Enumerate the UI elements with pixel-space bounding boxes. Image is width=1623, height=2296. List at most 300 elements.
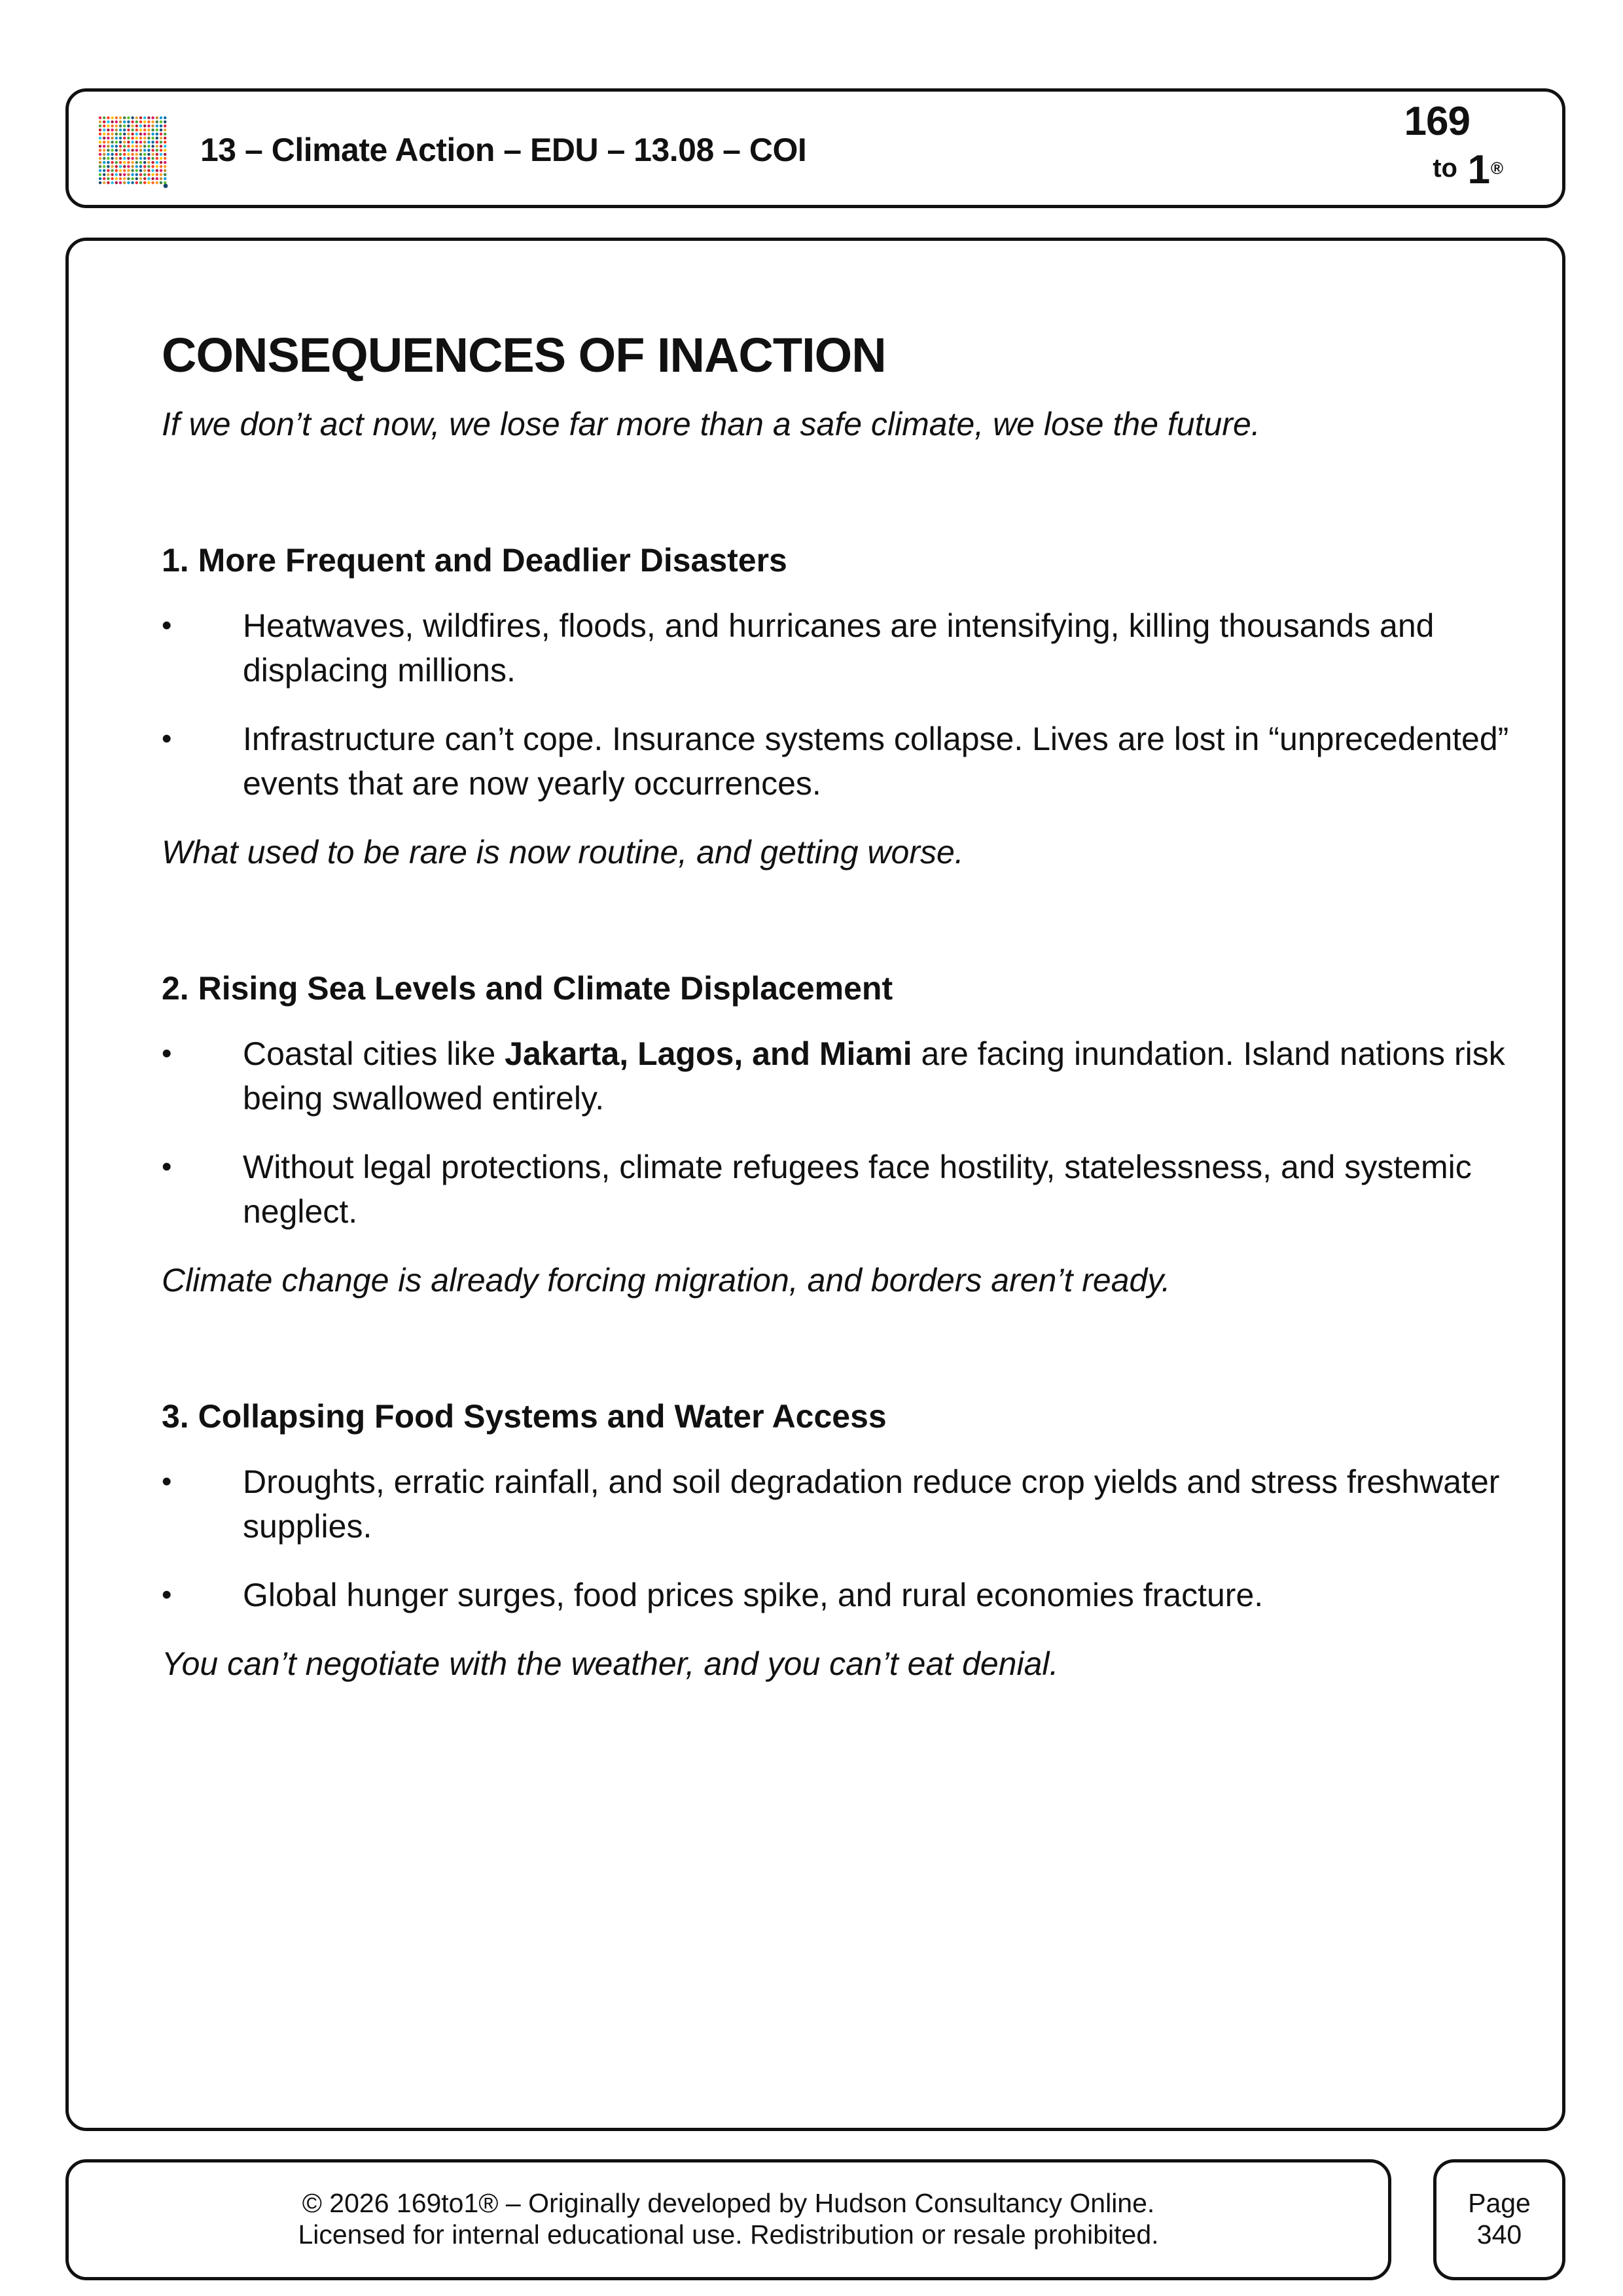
section-takeaway: You can’t negotiate with the weather, and you can’t eat denial. <box>162 1645 1059 1682</box>
logo-dot <box>164 124 166 127</box>
logo-dot <box>147 149 150 151</box>
logo-dot <box>103 124 105 127</box>
logo-dot <box>151 124 154 127</box>
logo-dot <box>115 128 118 131</box>
logo-dot <box>143 169 146 171</box>
logo-dot <box>111 117 113 119</box>
header-title: 13 – Climate Action – EDU – 13.08 – COI <box>200 132 807 168</box>
logo-dot <box>111 169 113 171</box>
logo-dot <box>139 133 142 135</box>
logo-dot <box>160 117 162 119</box>
logo-dot <box>99 177 101 180</box>
logo-dot <box>131 128 134 131</box>
logo-dot <box>135 124 138 127</box>
logo-dot <box>111 124 113 127</box>
logo-dot <box>156 133 158 135</box>
bullet-list <box>162 1031 1510 1234</box>
logo-dot <box>139 157 142 160</box>
logo-dot <box>111 181 113 184</box>
logo-dot <box>123 124 126 127</box>
logo-dot <box>135 128 138 131</box>
bullet-list <box>162 603 1510 806</box>
logo-dot <box>115 149 118 151</box>
logo-dot <box>123 120 126 123</box>
logo-dot <box>143 149 146 151</box>
logo-dot <box>99 124 101 127</box>
logo-dot <box>103 141 105 143</box>
logo-dot <box>160 153 162 156</box>
logo-dot <box>135 117 138 119</box>
logo-dot <box>123 145 126 147</box>
logo-dot <box>115 137 118 139</box>
logo-dot <box>115 169 118 171</box>
logo-dot <box>164 117 166 119</box>
logo-dot <box>147 133 150 135</box>
logo-dot <box>131 169 134 171</box>
logo-dot <box>160 145 162 147</box>
bullet-dot: • <box>162 609 172 641</box>
page-number: 340 <box>1476 2219 1522 2250</box>
logo-dot <box>143 157 146 160</box>
list-item <box>162 603 1510 692</box>
logo-dot <box>107 137 109 139</box>
logo-dot <box>107 181 109 184</box>
logo-dot <box>151 145 154 147</box>
logo-dot <box>99 173 101 176</box>
logo-dot <box>123 173 126 176</box>
content-area <box>162 326 1510 1686</box>
bullet-dot: • <box>162 1037 172 1069</box>
logo-dot <box>115 117 118 119</box>
logo-dot <box>127 169 130 171</box>
footer-copyright-box <box>65 2159 1391 2280</box>
logo-dot <box>99 181 101 184</box>
logo-dot <box>160 120 162 123</box>
logo-dot <box>135 177 138 180</box>
logo-dot <box>156 117 158 119</box>
logo-dot <box>123 137 126 139</box>
logo-dot <box>111 157 113 160</box>
logo-dot <box>111 137 113 139</box>
logo-dot <box>143 161 146 164</box>
logo-dot <box>107 161 109 164</box>
logo-dot <box>139 169 142 171</box>
list-item-text-post: are facing inundation. Island nations risk being swallowed entirely. <box>243 1035 1505 1117</box>
logo-dot <box>127 133 130 135</box>
logo-dot <box>160 157 162 160</box>
logo-dot <box>131 157 134 160</box>
logo-dot <box>147 181 150 184</box>
logo-dot <box>111 177 113 180</box>
section-heading: 2. Rising Sea Levels and Climate Displacement <box>162 970 893 1007</box>
header-bar <box>65 88 1565 208</box>
logo-dot <box>115 141 118 143</box>
logo-dot <box>151 157 154 160</box>
logo-dot <box>115 145 118 147</box>
logo-dot <box>123 149 126 151</box>
logo-dot <box>160 177 162 180</box>
logo-dot <box>107 165 109 168</box>
logo-dot <box>143 128 146 131</box>
logo-dot <box>123 169 126 171</box>
logo-dot <box>143 120 146 123</box>
section-takeaway: Climate change is already forcing migration, and borders aren’t ready. <box>162 1262 1171 1299</box>
list-item-text: Global hunger surges, food prices spike, and rural economies fracture. <box>243 1577 1264 1613</box>
logo-dot <box>131 177 134 180</box>
logo-dot <box>119 145 122 147</box>
logo-dot <box>131 133 134 135</box>
logo-dot <box>160 181 162 184</box>
logo-dot <box>151 133 154 135</box>
logo-dot <box>99 141 101 143</box>
logo-dot <box>164 120 166 123</box>
logo-dot <box>143 124 146 127</box>
list-item <box>162 1145 1510 1234</box>
logo-dot <box>119 141 122 143</box>
footer-line-license: Licensed for internal educational use. Redistribution or resale prohibited. <box>298 2219 1159 2250</box>
list-item-text <box>243 1035 1505 1117</box>
logo-dot <box>139 120 142 123</box>
logo-dot <box>107 173 109 176</box>
logo-dot <box>147 165 150 168</box>
logo-dot <box>151 128 154 131</box>
logo-dot <box>131 165 134 168</box>
logo-dot <box>147 124 150 127</box>
logo-dot <box>123 128 126 131</box>
logo-dot <box>103 153 105 156</box>
logo-dot <box>151 141 154 143</box>
bullet-dot: • <box>162 1465 172 1498</box>
logo-dot <box>127 120 130 123</box>
logo-dot <box>156 169 158 171</box>
logo-dot <box>111 133 113 135</box>
logo-dot <box>160 133 162 135</box>
logo-dot <box>107 128 109 131</box>
logo-dot <box>115 177 118 180</box>
logo-dot <box>143 137 146 139</box>
logo-dot <box>164 145 166 147</box>
logo-dot <box>151 169 154 171</box>
logo-dot <box>103 161 105 164</box>
logo-dot <box>123 117 126 119</box>
logo-dot <box>135 169 138 171</box>
logo-dot <box>139 161 142 164</box>
logo-dot <box>107 141 109 143</box>
logo-dot <box>119 153 122 156</box>
logo-dot <box>164 165 166 168</box>
logo-dot <box>127 128 130 131</box>
logo-dot <box>107 157 109 160</box>
logo-dot <box>119 165 122 168</box>
logo-dot <box>127 141 130 143</box>
logo-dot <box>160 141 162 143</box>
logo-dot <box>147 117 150 119</box>
logo-dot <box>107 149 109 151</box>
logo-dot <box>160 124 162 127</box>
logo-dot <box>135 165 138 168</box>
logo-dot <box>143 177 146 180</box>
brand-registered-mark: ® <box>1490 158 1503 178</box>
logo-dot <box>123 157 126 160</box>
logo-dot <box>99 165 101 168</box>
logo-dot <box>115 133 118 135</box>
logo-dot <box>135 137 138 139</box>
logo-dot <box>123 165 126 168</box>
logo-dot <box>151 117 154 119</box>
logo-dot <box>127 165 130 168</box>
logo-dot <box>156 181 158 184</box>
logo-dot <box>107 169 109 171</box>
logo-dot <box>115 120 118 123</box>
logo-dot <box>139 181 142 184</box>
logo-dot <box>131 181 134 184</box>
logo-dot <box>103 128 105 131</box>
logo-dot <box>147 128 150 131</box>
logo-dot <box>115 153 118 156</box>
list-item <box>162 717 1510 806</box>
logo-dot <box>103 149 105 151</box>
list-item-text: Infrastructure can’t cope. Insurance systems collapse. Lives are lost in “unprecedented” events that are now yearly occurrences. <box>243 721 1509 802</box>
logo-dot <box>119 173 122 176</box>
logo-dot <box>131 161 134 164</box>
logo-dot <box>151 149 154 151</box>
logo-dot <box>131 173 134 176</box>
logo-dot <box>99 120 101 123</box>
logo-dot <box>156 149 158 151</box>
logo-dot <box>147 137 150 139</box>
bullet-dot: • <box>162 1579 172 1611</box>
logo-dot <box>164 169 166 171</box>
logo-dot <box>103 145 105 147</box>
logo-dot <box>156 128 158 131</box>
logo-dot <box>119 128 122 131</box>
logo-dot <box>123 153 126 156</box>
logo-dot <box>131 141 134 143</box>
logo-dot <box>151 165 154 168</box>
logo-dot <box>151 120 154 123</box>
logo-dot <box>135 173 138 176</box>
logo-dot <box>99 145 101 147</box>
logo-dot <box>147 145 150 147</box>
logo-dot <box>107 153 109 156</box>
logo-dot <box>111 165 113 168</box>
logo-dot <box>127 137 130 139</box>
logo-dot <box>139 149 142 151</box>
logo-dot <box>156 141 158 143</box>
logo-dot <box>115 165 118 168</box>
logo-dot <box>131 145 134 147</box>
logo-dot <box>115 124 118 127</box>
logo-dot <box>151 177 154 180</box>
logo-dot <box>156 161 158 164</box>
logo-dot <box>143 133 146 135</box>
logo-dot <box>111 149 113 151</box>
brand-number: 169 <box>1404 99 1470 144</box>
logo-dot <box>111 153 113 156</box>
logo-dot <box>156 177 158 180</box>
logo-dot <box>160 173 162 176</box>
logo-dot <box>164 184 168 188</box>
footer-text <box>69 2187 1388 2250</box>
logo-dot <box>131 149 134 151</box>
logo-dot <box>139 165 142 168</box>
logo-dot <box>139 117 142 119</box>
logo-dot <box>156 165 158 168</box>
logo-dot <box>143 165 146 168</box>
highlighted-cities: Jakarta, Lagos, and Miami <box>505 1035 912 1072</box>
list-item <box>162 1460 1510 1549</box>
logo-dot <box>111 173 113 176</box>
logo-dot <box>131 137 134 139</box>
logo-dot <box>156 145 158 147</box>
logo-dot <box>99 137 101 139</box>
logo-dot <box>123 181 126 184</box>
logo-dot <box>119 177 122 180</box>
logo-dot <box>156 137 158 139</box>
logo-dot <box>135 133 138 135</box>
logo-dot <box>139 153 142 156</box>
section-heading: 1. More Frequent and Deadlier Disasters <box>162 542 787 579</box>
logo-dot <box>111 145 113 147</box>
logo-dot <box>127 117 130 119</box>
logo-dot <box>115 173 118 176</box>
logo-dot <box>135 141 138 143</box>
logo-dot <box>99 117 101 119</box>
logo-dot <box>139 141 142 143</box>
logo-dot <box>107 120 109 123</box>
logo-dot <box>99 149 101 151</box>
logo-dot <box>99 153 101 156</box>
logo-dot <box>127 149 130 151</box>
logo-dot <box>127 181 130 184</box>
section-takeaway: What used to be rare is now routine, and getting worse. <box>162 834 964 870</box>
logo-dot <box>103 133 105 135</box>
logo-dot <box>151 153 154 156</box>
logo-dot <box>103 157 105 160</box>
sdg-dot-grid-logo <box>98 115 168 188</box>
logo-dot <box>123 141 126 143</box>
logo-dot <box>99 161 101 164</box>
bullet-dot: • <box>162 1151 172 1183</box>
logo-dot <box>127 124 130 127</box>
logo-dot <box>164 141 166 143</box>
logo-dot <box>127 161 130 164</box>
logo-dot <box>143 153 146 156</box>
logo-dot <box>164 173 166 176</box>
logo-dot <box>143 117 146 119</box>
logo-dot <box>111 120 113 123</box>
logo-dot <box>127 173 130 176</box>
logo-dot <box>107 177 109 180</box>
logo-dot <box>147 153 150 156</box>
logo-dot <box>119 124 122 127</box>
logo-dot <box>119 117 122 119</box>
logo-dot <box>99 128 101 131</box>
logo-dot <box>151 173 154 176</box>
page-indicator <box>1436 2187 1562 2250</box>
logo-dot <box>151 161 154 164</box>
logo-dot <box>164 128 166 131</box>
logo-dot <box>119 133 122 135</box>
section-disasters <box>162 538 1510 874</box>
page-number-box <box>1433 2159 1565 2280</box>
logo-dot <box>139 124 142 127</box>
logo-dot <box>135 161 138 164</box>
logo-dot <box>119 157 122 160</box>
logo-dot <box>103 137 105 139</box>
brand-one: 1 <box>1467 147 1490 192</box>
logo-dot <box>127 157 130 160</box>
logo-dot <box>164 161 166 164</box>
main-content-panel <box>65 238 1565 2131</box>
logo-dot <box>143 141 146 143</box>
logo-dot <box>164 157 166 160</box>
list-item-text: Heatwaves, wildfires, floods, and hurricanes are intensifying, killing thousands and displacing millions. <box>243 607 1435 689</box>
logo-dot <box>147 120 150 123</box>
logo-dot <box>103 169 105 171</box>
logo-dot <box>139 177 142 180</box>
logo-dot <box>147 173 150 176</box>
logo-dot <box>156 173 158 176</box>
logo-dot <box>115 157 118 160</box>
logo-dot <box>123 177 126 180</box>
logo-dot <box>119 137 122 139</box>
bullet-list <box>162 1460 1510 1617</box>
logo-dot <box>131 120 134 123</box>
logo-dot <box>119 161 122 164</box>
logo-dot <box>156 157 158 160</box>
logo-dot <box>135 153 138 156</box>
logo-dot <box>127 145 130 147</box>
logo-dot <box>139 173 142 176</box>
logo-dot <box>119 149 122 151</box>
logo-dot <box>103 120 105 123</box>
logo-dot <box>164 177 166 180</box>
logo-dot <box>139 128 142 131</box>
list-item <box>162 1031 1510 1121</box>
list-item-text: Without legal protections, climate refugees face hostility, statelessness, and systemic neglect. <box>243 1149 1472 1230</box>
logo-dot <box>123 133 126 135</box>
logo-dot <box>131 117 134 119</box>
brand-to: to <box>1433 154 1457 183</box>
logo-dot <box>156 153 158 156</box>
logo-dot <box>143 173 146 176</box>
logo-dot <box>111 128 113 131</box>
logo-dot <box>119 120 122 123</box>
section-heading: 3. Collapsing Food Systems and Water Access <box>162 1398 887 1435</box>
logo-dot <box>151 137 154 139</box>
logo-dot <box>135 120 138 123</box>
logo-dot <box>103 181 105 184</box>
logo-dot <box>107 145 109 147</box>
logo-dot <box>107 133 109 135</box>
logo-dot <box>135 145 138 147</box>
logo-dot <box>123 161 126 164</box>
logo-dot <box>164 133 166 135</box>
logo-dot <box>107 117 109 119</box>
logo-dot <box>143 181 146 184</box>
logo-dot <box>135 181 138 184</box>
list-item-text: Droughts, erratic rainfall, and soil degradation reduce crop yields and stress freshwater supplies. <box>243 1463 1500 1545</box>
logo-dot <box>135 157 138 160</box>
logo-dot <box>147 177 150 180</box>
logo-dot <box>99 157 101 160</box>
logo-dot <box>164 153 166 156</box>
logo-dot <box>143 145 146 147</box>
logo-dot <box>164 149 166 151</box>
logo-dot <box>111 141 113 143</box>
logo-dot <box>103 173 105 176</box>
